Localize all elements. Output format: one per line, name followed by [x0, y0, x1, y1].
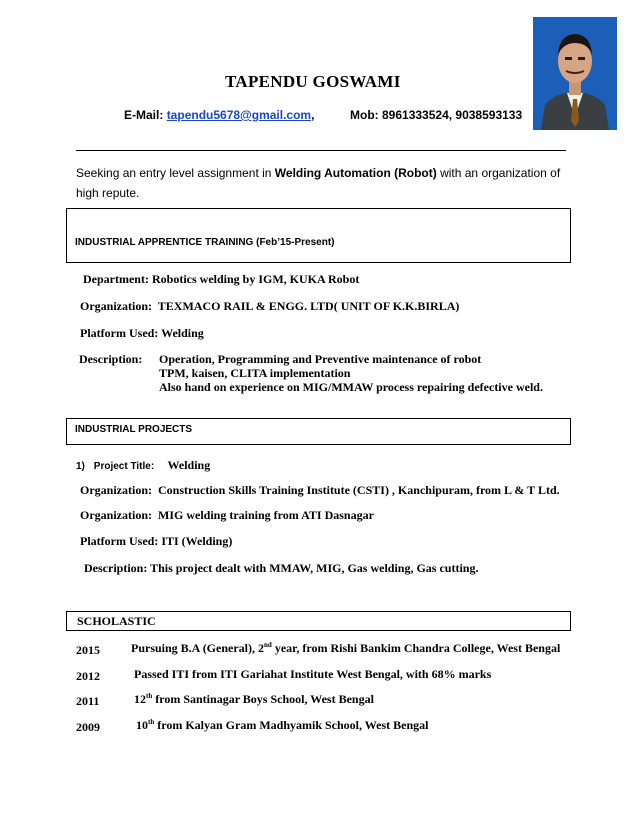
email-comma: ,: [311, 108, 315, 122]
project-number: 1): [76, 461, 85, 472]
projects-heading: INDUSTRIAL PROJECTS: [75, 424, 193, 435]
objective-text: Seeking an entry level assignment in: [76, 166, 275, 180]
training-section-header: [66, 208, 571, 263]
contact-line: [124, 108, 523, 122]
project-title: [76, 456, 210, 474]
email-label: E-Mail:: [124, 108, 164, 122]
mobile-numbers: 8961333524, 9038593133: [382, 108, 523, 122]
department-value: Robotics welding by IGM, KUKA Robot: [151, 272, 360, 286]
department-label: Department:: [83, 272, 149, 286]
education-row: [76, 692, 374, 710]
education-year: 2015: [76, 643, 100, 657]
objective-text-end: with an organization of high repute.: [76, 166, 561, 200]
scholastic-section-header: [66, 611, 571, 631]
education-detail: Pursuing B.A (General), 2nd year, from Rishi Bankim Chandra College, West Bengal: [131, 641, 561, 655]
organization-value: MIG welding training from ATI Dasnagar: [158, 508, 374, 522]
project-platform: [80, 534, 232, 549]
mobile-info: [350, 108, 522, 122]
platform-label: Platform Used:: [80, 534, 159, 548]
education-detail: 10th from Kalyan Gram Madhyamik School, West Bengal: [136, 718, 429, 732]
organization-value: TEXMACO RAIL & ENGG. LTD( UNIT OF K.K.BIRLA): [157, 299, 460, 313]
projects-section-header: [66, 418, 571, 445]
education-year: 2012: [76, 669, 100, 683]
project-title-value: Welding: [167, 458, 211, 472]
project-title-label: Project Title:: [93, 461, 155, 472]
profile-photo: [533, 17, 617, 130]
training-description-label: Description:: [79, 352, 143, 366]
training-description-line: Also hand on experience on MIG/MMAW process repairing defective weld.: [159, 380, 543, 394]
training-platform: [80, 326, 204, 341]
education-year: 2009: [76, 720, 100, 734]
organization-label: Organization:: [80, 483, 152, 497]
email-link[interactable]: tapendu5678@gmail.com: [166, 108, 312, 122]
candidate-name: TAPENDU GOSWAMI: [225, 72, 401, 91]
project-description: [84, 561, 478, 576]
objective-highlight: Welding Automation (Robot): [274, 166, 437, 180]
project-organization: [80, 483, 560, 498]
scholastic-heading: SCHOLASTIC: [77, 614, 156, 628]
platform-value: Welding: [161, 326, 204, 340]
project-organization: [80, 508, 374, 523]
platform-label: Platform Used:: [80, 326, 159, 340]
portrait-image: [533, 17, 617, 130]
education-detail: Passed ITI from ITI Gariahat Institute West Bengal, with 68% marks: [134, 667, 492, 681]
education-row: [76, 641, 561, 659]
mobile-label: Mob:: [350, 108, 379, 122]
organization-label: Organization:: [80, 299, 152, 313]
training-heading: INDUSTRIAL APPRENTICE TRAINING (Feb’15-Present): [75, 237, 335, 248]
education-detail: 12th from Santinagar Boys School, West Bengal: [134, 692, 374, 706]
education-year: 2011: [76, 694, 100, 708]
career-objective: [76, 163, 576, 203]
training-department: [83, 272, 359, 287]
training-description-line: TPM, kaisen, CLITA implementation: [159, 366, 351, 380]
training-organization: [80, 299, 459, 314]
platform-value: ITI (Welding): [161, 534, 233, 548]
organization-value: Construction Skills Training Institute (CSTI) , Kanchipuram, from L & T Ltd.: [158, 483, 560, 497]
training-description-line: Operation, Programming and Preventive maintenance of robot: [159, 352, 482, 366]
header-divider: [76, 150, 566, 151]
education-row: [76, 667, 492, 685]
education-row: [76, 718, 429, 736]
description-value: This project dealt with MMAW, MIG, Gas welding, Gas cutting.: [150, 561, 479, 575]
organization-label: Organization:: [80, 508, 152, 522]
description-label: Description:: [84, 561, 148, 575]
